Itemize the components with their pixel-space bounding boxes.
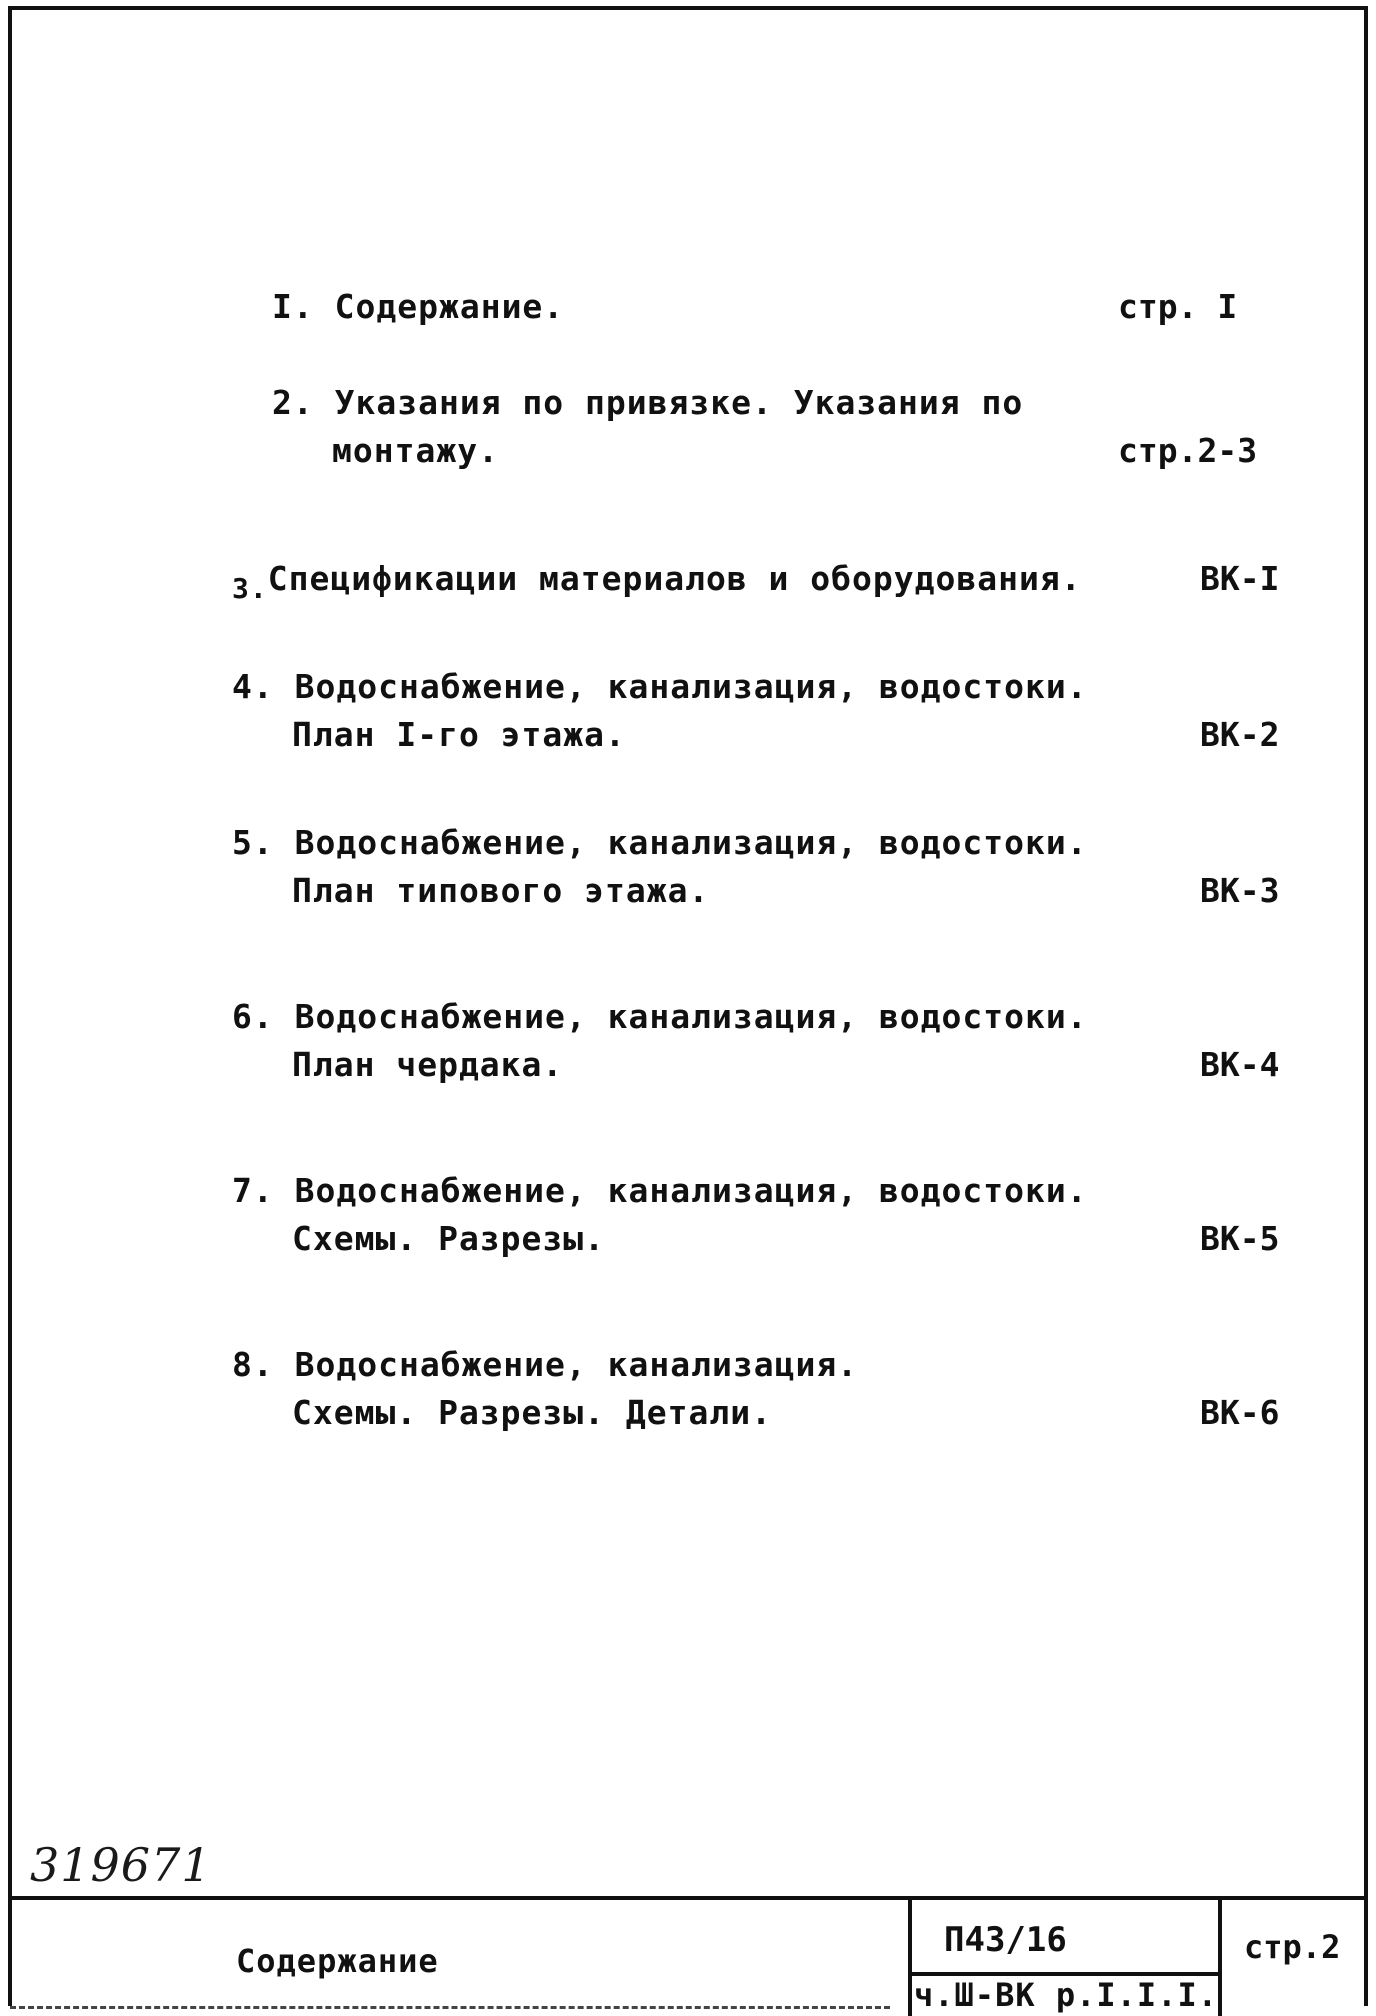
toc-item-8-page: ВК-6 [1200, 1393, 1280, 1432]
toc-item-number: 5. [232, 823, 274, 862]
toc-item-1 [272, 284, 564, 330]
toc-item-text: Водоснабжение, канализация, водостоки. [294, 667, 1088, 706]
toc-item-text: Указания по привязке. Указания по [334, 383, 1024, 422]
toc-item-text: Водоснабжение, канализация, водостоки. [294, 997, 1088, 1036]
toc-item-number: 2. [272, 383, 314, 422]
toc-item-5 [232, 820, 1088, 866]
bottom-edge-line [10, 2006, 890, 2009]
toc-item-2-line-2: монтажу. [332, 431, 499, 470]
document-section: ч.Ш-ВК р.I.I.I. [914, 1976, 1218, 2014]
toc-item-text: Водоснабжение, канализация, водостоки. [294, 1171, 1088, 1210]
toc-item-3 [232, 556, 1082, 612]
toc-item-number: 8. [232, 1345, 274, 1384]
toc-item-text: Водоснабжение, канализация, водостоки. [294, 823, 1088, 862]
document-code: П43/16 [944, 1920, 1067, 1960]
toc-item-number: 3. [232, 572, 268, 605]
toc-item-2-page: стр.2-3 [1118, 431, 1258, 470]
toc-item-7-page: ВК-5 [1200, 1219, 1280, 1258]
toc-item-5-page: ВК-3 [1200, 871, 1280, 910]
toc-item-8 [232, 1342, 858, 1388]
title-block-divider [908, 1900, 912, 2016]
toc-item-6-page: ВК-4 [1200, 1045, 1280, 1084]
toc-item-6 [232, 994, 1088, 1040]
title-block-name: Содержание [236, 1942, 439, 1980]
toc-item-7-line-2: Схемы. Разрезы. [292, 1219, 606, 1258]
toc-item-6-line-2: План чердака. [292, 1045, 564, 1084]
page-number: стр.2 [1244, 1928, 1341, 1966]
toc-item-4 [232, 664, 1088, 710]
toc-item-7 [232, 1168, 1088, 1214]
toc-item-5-line-2: План типового этажа. [292, 871, 710, 910]
toc-item-number: 7. [232, 1171, 274, 1210]
toc-item-text: Спецификации материалов и оборудования. [267, 559, 1082, 598]
title-block [8, 1896, 1368, 2012]
toc-item-3-page: ВК-I [1200, 559, 1280, 598]
toc-item-4-line-2: План I-го этажа. [292, 715, 626, 754]
toc-item-4-page: ВК-2 [1200, 715, 1280, 754]
toc-item-number: 4. [232, 667, 274, 706]
handwritten-number: 319671 [30, 1838, 212, 1892]
toc-item-number: 6. [232, 997, 274, 1036]
toc-item-number: I. [272, 287, 314, 326]
toc-item-8-line-2: Схемы. Разрезы. Детали. [292, 1393, 772, 1432]
toc-item-text: Водоснабжение, канализация. [294, 1345, 859, 1384]
toc-item-2 [272, 380, 1023, 426]
toc-item-1-page: стр. I [1118, 287, 1238, 326]
toc-item-text: Содержание. [334, 287, 565, 326]
title-block-divider [1218, 1900, 1222, 2016]
